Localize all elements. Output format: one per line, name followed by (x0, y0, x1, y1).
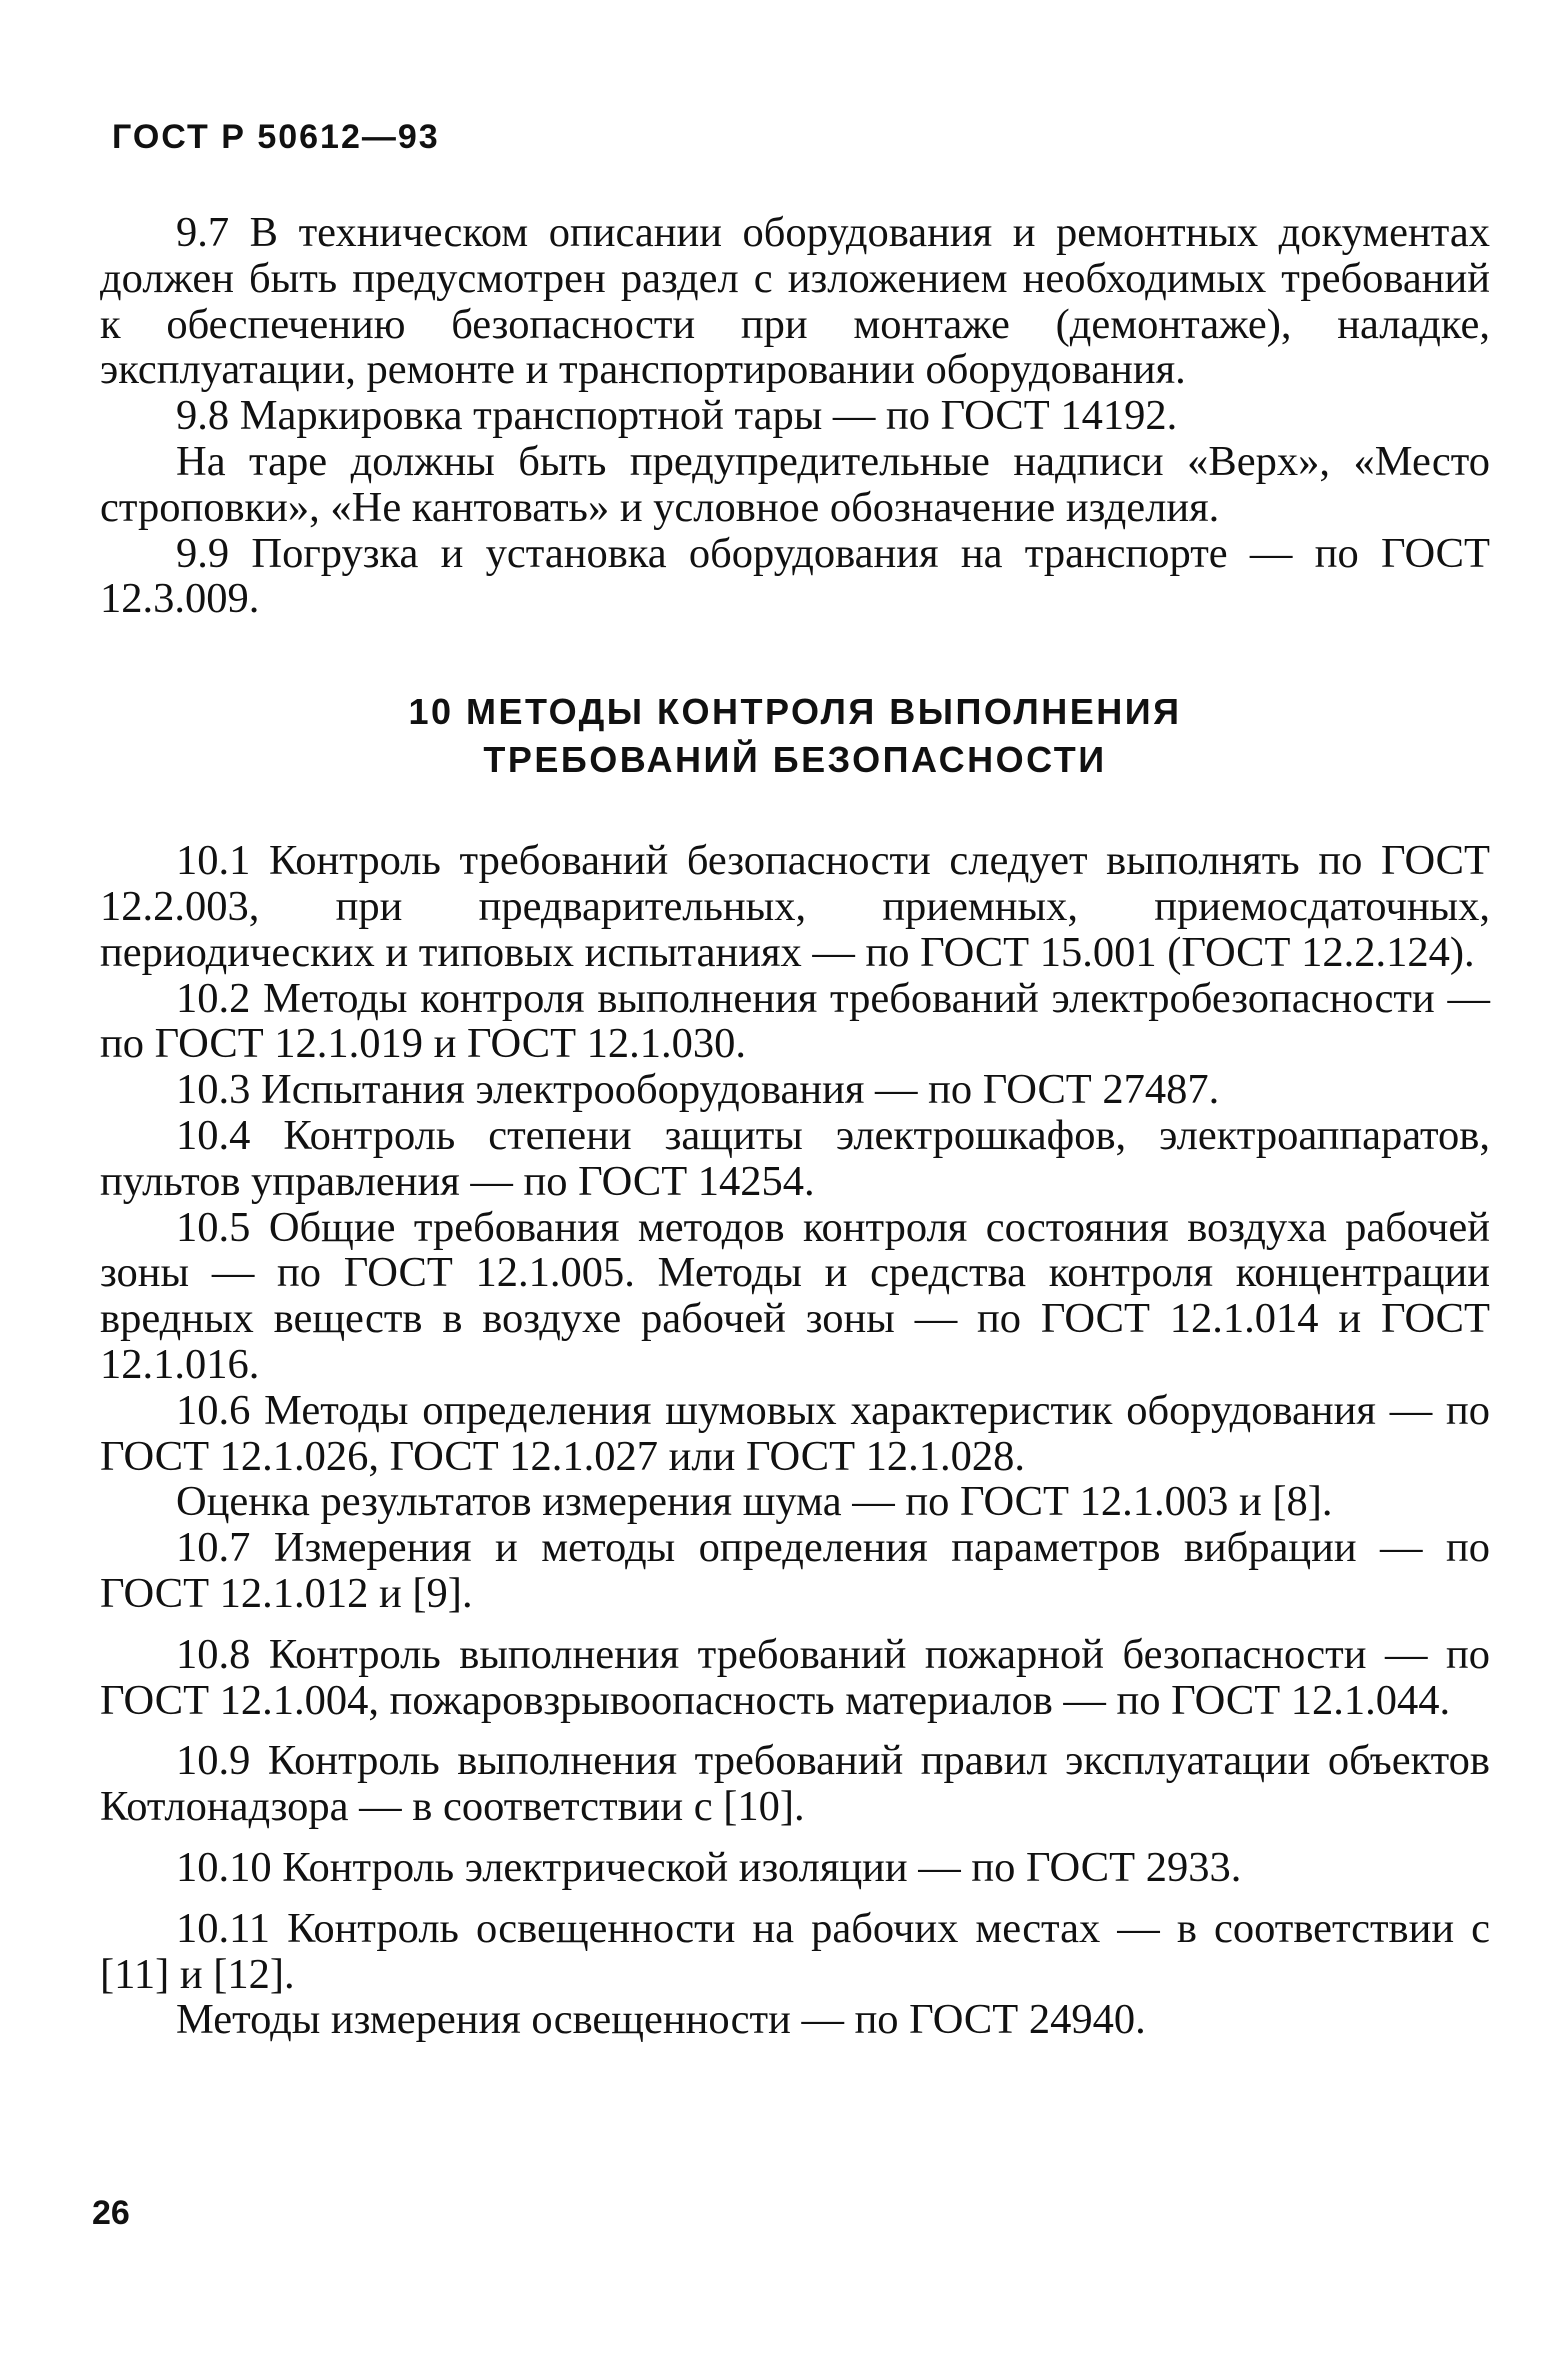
paragraph-10-9: 10.9 Контроль выполнения требований правил эксплуатации объектов Котлонадзора — в соответствии с [10]. (100, 1737, 1490, 1831)
paragraph-10-10: 10.10 Контроль электрической изоляции — по ГОСТ 2933. (176, 1843, 1242, 1891)
section-heading-line-2: ТРЕБОВАНИЙ БЕЗОПАСНОСТИ (483, 739, 1107, 781)
body-text (100, 210, 1490, 2043)
running-header: ГОСТ Р 50612—93 (112, 118, 440, 156)
paragraph-10-2: 10.2 Методы контроля выполнения требований электробезопасности — по ГОСТ 12.1.019 и ГОСТ 12.1.030. (100, 974, 1490, 1068)
paragraph-10-1: 10.1 Контроль требований безопасности следует выполнять по ГОСТ 12.2.003, при предварительных, приемных, приемосдаточных, периодических и типовых испытаниях — по ГОСТ 15.001 (ГОСТ 12.2.124). (100, 837, 1490, 976)
paragraph-10-3: 10.3 Испытания электрооборудования — по ГОСТ 27487. (176, 1066, 1220, 1114)
paragraph-10-6-noise: Оценка результатов измерения шума — по ГОСТ 12.1.003 и [8]. (176, 1478, 1333, 1526)
paragraph-9-8: 9.8 Маркировка транспортной тары — по ГОСТ 14192. (176, 392, 1178, 440)
page-number: 26 (92, 2194, 130, 2232)
section-heading-line-1: 10 МЕТОДЫ КОНТРОЛЯ ВЫПОЛНЕНИЯ (408, 691, 1182, 733)
paragraph-10-8: 10.8 Контроль выполнения требований пожарной безопасности — по ГОСТ 12.1.004, пожаровзрывоопасность материалов — по ГОСТ 12.1.044. (100, 1630, 1490, 1724)
paragraph-10-4: 10.4 Контроль степени защиты электрошкафов, электроаппаратов, пультов управления — по ГОСТ 14254. (100, 1111, 1490, 1205)
paragraph-10-5: 10.5 Общие требования методов контроля состояния воздуха рабочей зоны — по ГОСТ 12.1.005. Методы и средства контроля концентрации вредных веществ в воздухе рабочей зоны — по ГОСТ 12.1.014 и ГОСТ 12.1.016. (100, 1203, 1490, 1388)
section-heading (100, 688, 1490, 784)
paragraph-9-8-marking: На таре должны быть предупредительные надписи «Верх», «Место строповки», «Не кантовать» и условное обозначение изделия. (100, 437, 1490, 531)
paragraph-10-7: 10.7 Измерения и методы определения параметров вибрации — по ГОСТ 12.1.012 и [9]. (100, 1524, 1490, 1617)
paragraph-10-6: 10.6 Методы определения шумовых характеристик оборудования — по ГОСТ 12.1.026, ГОСТ 12.1.027 или ГОСТ 12.1.028. (100, 1386, 1490, 1480)
paragraph-10-11-methods: Методы измерения освещенности — по ГОСТ 24940. (176, 1996, 1146, 2044)
paragraph-9-9: 9.9 Погрузка и установка оборудования на транспорте — по ГОСТ 12.3.009. (100, 529, 1490, 623)
paragraph-10-11: 10.11 Контроль освещенности на рабочих местах — в соответствии с [11] и [12]. (100, 1904, 1490, 1998)
paragraph-9-7: 9.7 В техническом описании оборудования и ремонтных документах должен быть предусмотрен раздел с изложением необходимых требований к обеспечению безопасности при монтаже (демонтаже), наладке, эксплуатации, ремонте и транспортировании оборудования. (100, 209, 1490, 394)
